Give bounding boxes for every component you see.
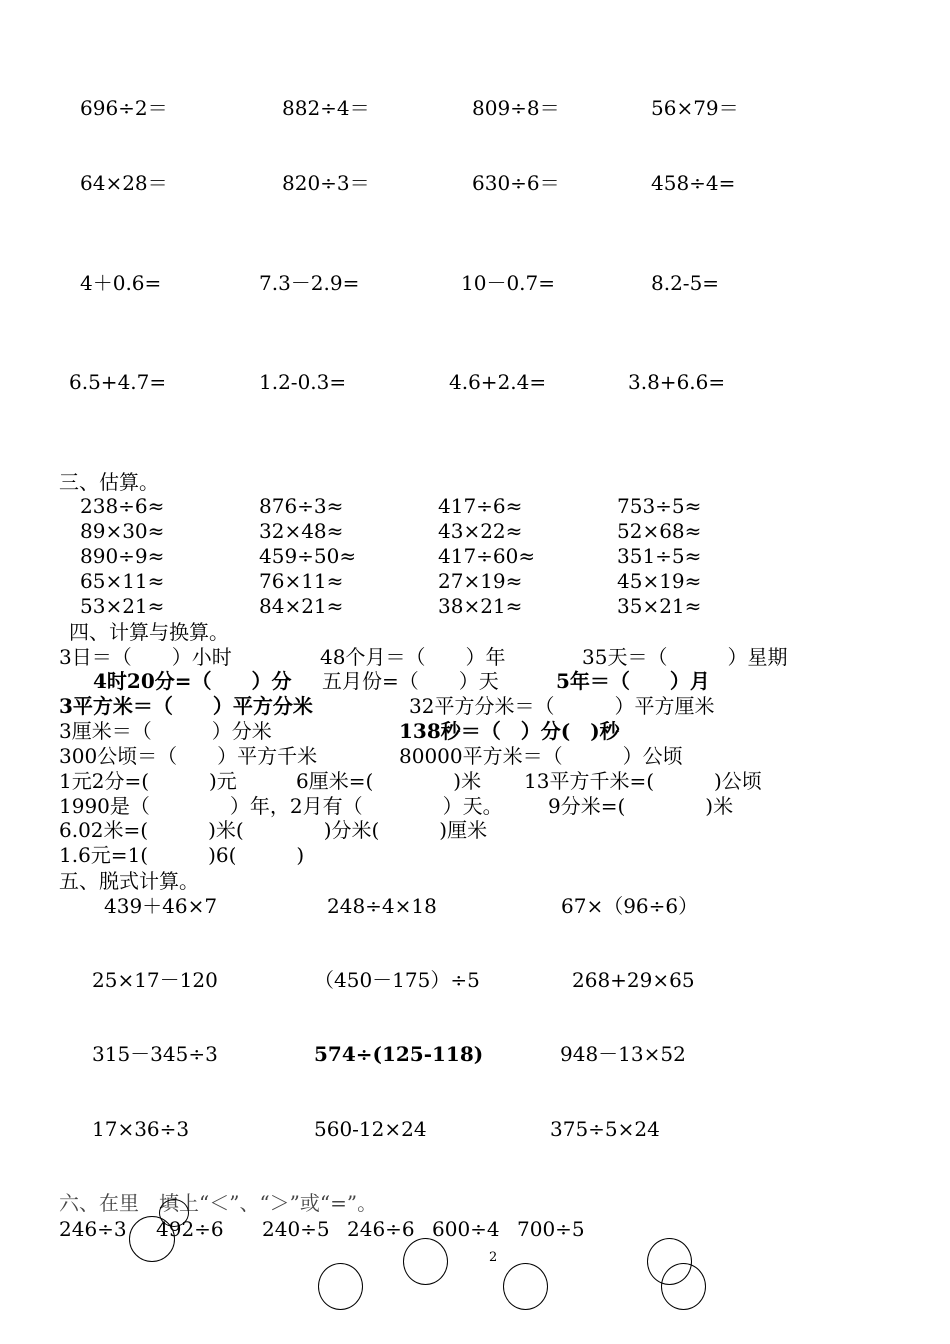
estimate-item: 76×11≈ (259, 569, 344, 593)
convert-item: 6厘米=( )米 (296, 769, 482, 793)
page-number: 2 (489, 1250, 498, 1265)
oral-item: 10－0.7= (461, 271, 556, 295)
oral-item: 56×79＝ (651, 96, 739, 120)
stepcalc-item: 948－13×52 (560, 1042, 686, 1066)
convert-item: 32平方分米＝（ ）平方厘米 (409, 694, 715, 718)
convert-item: 1990是（ ）年，2月有（ ）天。 (59, 794, 503, 818)
convert-item: 3平方米＝（ ）平方分米 (59, 694, 313, 718)
convert-item: 35天＝（ ）星期 (582, 645, 788, 669)
estimate-item: 27×19≈ (438, 569, 523, 593)
oral-item: 458÷4= (651, 171, 736, 195)
convert-item: 4时20分=（ ）分 (93, 669, 292, 693)
estimate-item: 417÷60≈ (438, 544, 536, 568)
oral-item: 6.5+4.7= (69, 370, 167, 394)
section-title-convert: 四、计算与换算。 (69, 620, 229, 644)
oral-item: 820÷3＝ (282, 171, 370, 195)
stepcalc-item: 268+29×65 (572, 968, 695, 992)
section-title-compare: 六、在里 填上“＜”、“＞”或“=”。 (59, 1191, 378, 1215)
answer-circle[interactable] (129, 1216, 175, 1262)
stepcalc-item: 560-12×24 (314, 1117, 427, 1141)
oral-item: 8.2-5= (651, 271, 720, 295)
convert-item: 五月份=（ ）天 (322, 669, 499, 693)
stepcalc-item: 25×17－120 (92, 968, 218, 992)
stepcalc-item: 315－345÷3 (92, 1042, 218, 1066)
convert-item: 1.6元=1( )6( ) (59, 843, 305, 867)
convert-item: 5年＝（ ）月 (556, 669, 710, 693)
estimate-item: 876÷3≈ (259, 494, 344, 518)
estimate-item: 417÷6≈ (438, 494, 523, 518)
section-title-estimate: 三、估算。 (59, 470, 159, 494)
estimate-item: 753÷5≈ (617, 494, 702, 518)
estimate-item: 35×21≈ (617, 594, 702, 618)
oral-item: 4.6+2.4= (449, 370, 547, 394)
oral-item: 3.8+6.6= (628, 370, 726, 394)
compare-item: 600÷4 (432, 1217, 500, 1241)
compare-item: 700÷5 (517, 1217, 585, 1241)
oral-item: 1.2-0.3= (259, 370, 347, 394)
stepcalc-item: 375÷5×24 (550, 1117, 660, 1141)
oral-item: 4＋0.6= (80, 271, 162, 295)
estimate-item: 238÷6≈ (80, 494, 165, 518)
convert-item: 80000平方米＝（ ）公顷 (399, 744, 683, 768)
compare-item: 492÷6 (156, 1217, 224, 1241)
stepcalc-item: 248÷4×18 (327, 894, 437, 918)
stepcalc-item: 574÷(125-118) (314, 1042, 484, 1066)
estimate-item: 351÷5≈ (617, 544, 702, 568)
oral-item: 696÷2＝ (80, 96, 168, 120)
convert-item: 3厘米＝（ ）分米 (59, 719, 272, 743)
answer-circle[interactable] (403, 1238, 448, 1285)
estimate-item: 43×22≈ (438, 519, 523, 543)
estimate-item: 38×21≈ (438, 594, 523, 618)
compare-item: 246÷3 (59, 1217, 127, 1241)
oral-item: 809÷8＝ (472, 96, 560, 120)
convert-item: 300公顷＝（ ）平方千米 (59, 744, 318, 768)
answer-circle[interactable] (318, 1263, 363, 1310)
estimate-item: 32×48≈ (259, 519, 344, 543)
estimate-item: 53×21≈ (80, 594, 165, 618)
oral-item: 7.3－2.9= (259, 271, 360, 295)
stepcalc-item: 17×36÷3 (92, 1117, 190, 1141)
compare-item: 246÷6 (347, 1217, 415, 1241)
convert-item: 138秒＝（ ）分( )秒 (399, 719, 620, 743)
estimate-item: 89×30≈ (80, 519, 165, 543)
oral-item: 882÷4＝ (282, 96, 370, 120)
oral-item: 630÷6＝ (472, 171, 560, 195)
stepcalc-item: 439＋46×7 (104, 894, 218, 918)
stepcalc-item: 67×（96÷6） (561, 894, 699, 918)
estimate-item: 65×11≈ (80, 569, 165, 593)
convert-item: 1元2分=( )元 (59, 769, 237, 793)
convert-item: 13平方千米=( )公顷 (524, 769, 762, 793)
stepcalc-item: （450－175）÷5 (314, 968, 480, 992)
section-title-stepcalc: 五、脱式计算。 (59, 869, 199, 893)
estimate-item: 459÷50≈ (259, 544, 357, 568)
convert-item: 3日＝（ ）小时 (59, 645, 232, 669)
estimate-item: 52×68≈ (617, 519, 702, 543)
convert-item: 9分米=( )米 (548, 794, 734, 818)
estimate-item: 45×19≈ (617, 569, 702, 593)
answer-circle[interactable] (503, 1263, 548, 1310)
convert-item: 48个月＝（ ）年 (320, 645, 506, 669)
answer-circle[interactable] (661, 1263, 706, 1310)
estimate-item: 84×21≈ (259, 594, 344, 618)
oral-item: 64×28＝ (80, 171, 168, 195)
compare-item: 240÷5 (262, 1217, 330, 1241)
estimate-item: 890÷9≈ (80, 544, 165, 568)
convert-item: 6.02米=( )米( )分米( )厘米 (59, 818, 488, 842)
